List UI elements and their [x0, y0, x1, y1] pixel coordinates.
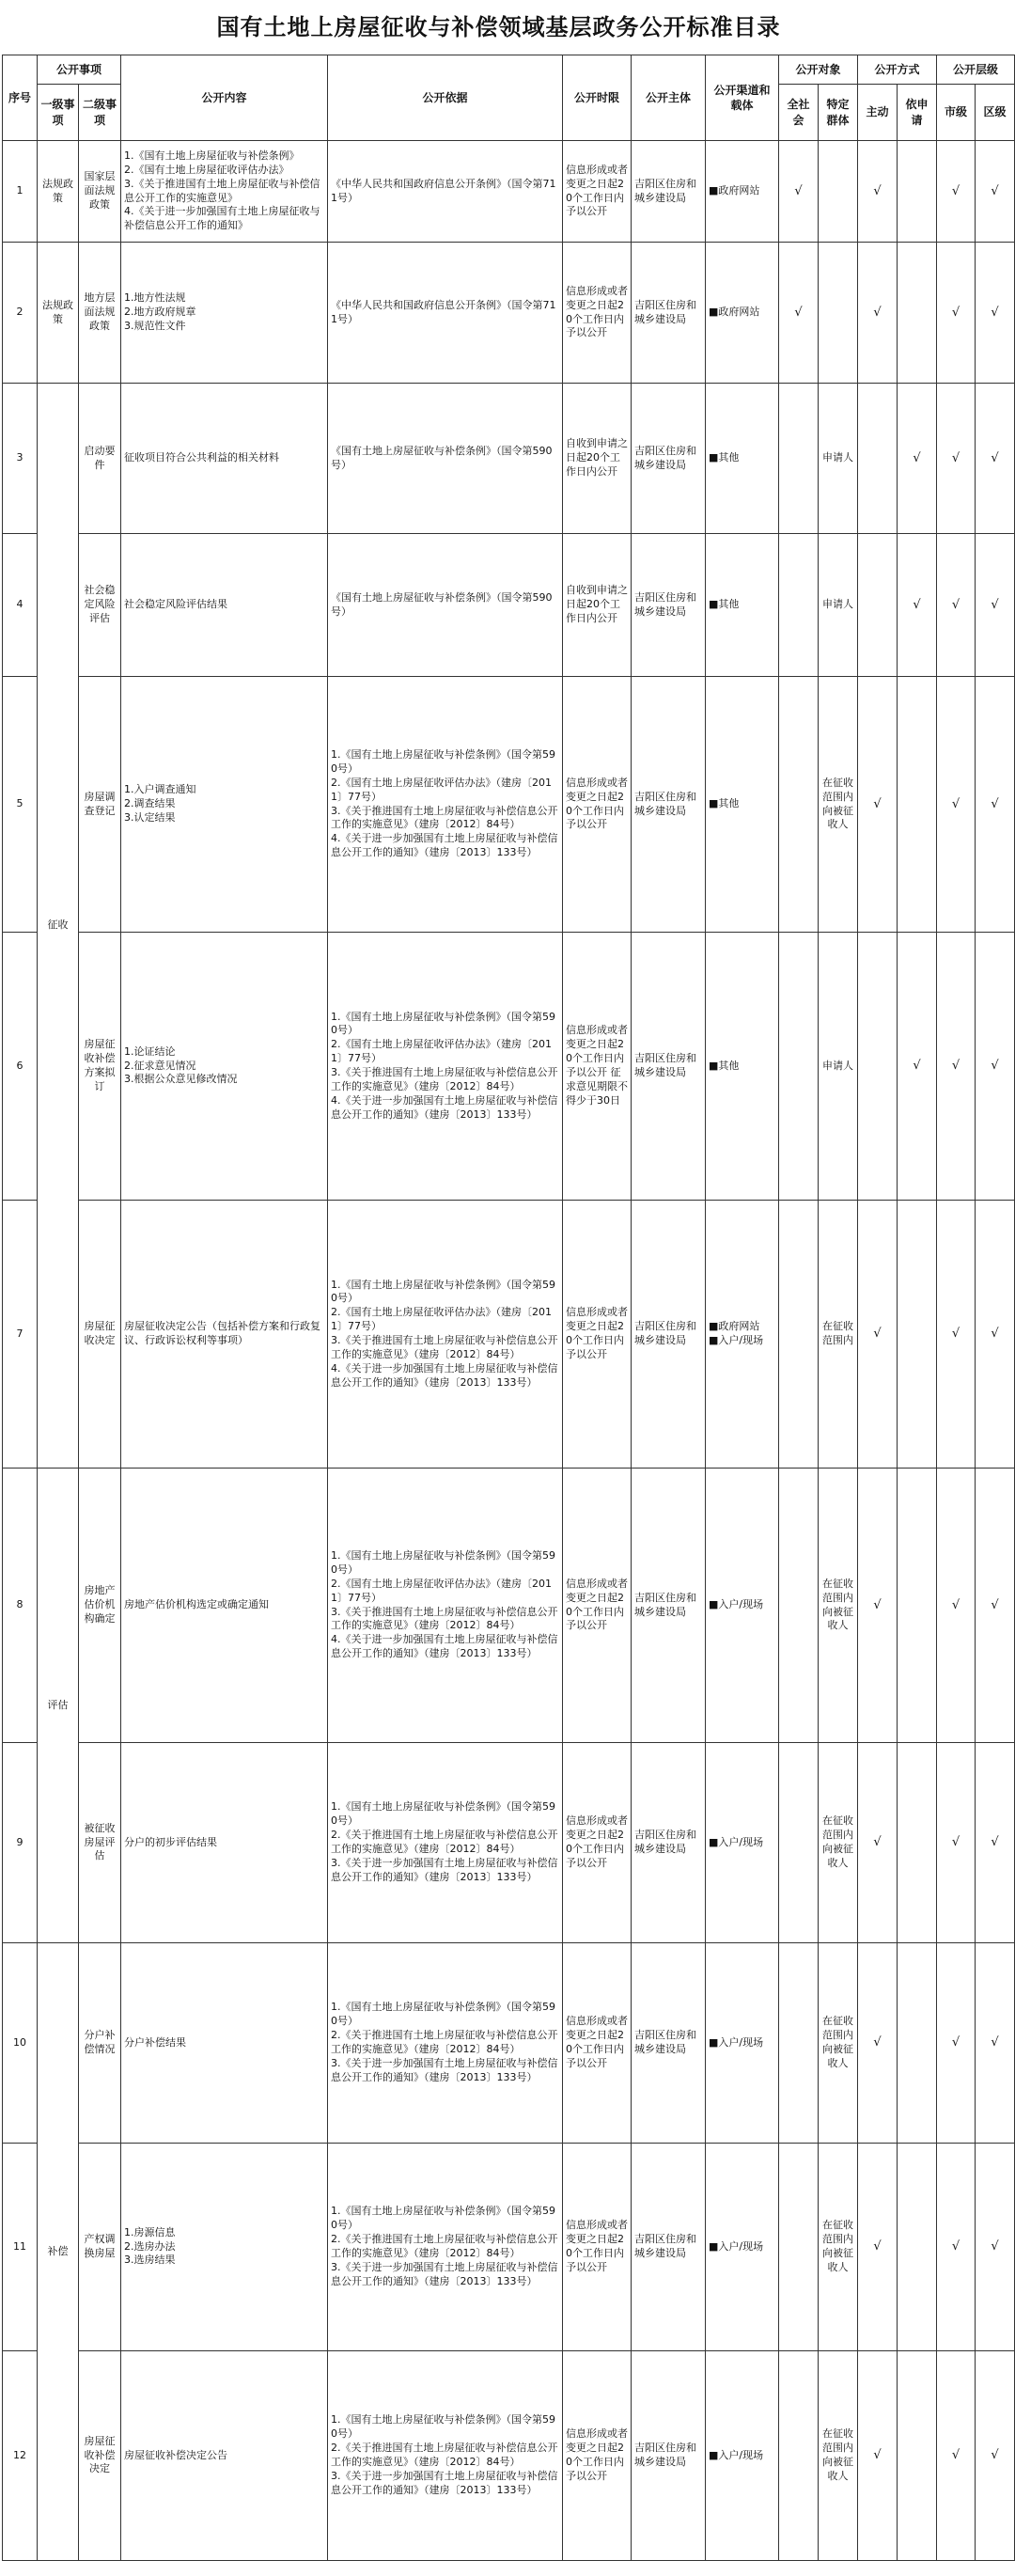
all-society-mark [779, 1943, 819, 2144]
city-mark: √ [937, 243, 976, 384]
time-limit-cell: 信息形成或者变更之日起20个工作日内予以公开 [563, 141, 632, 243]
on-request-mark [898, 1943, 937, 2144]
level2-item: 房屋调查登记 [79, 677, 121, 933]
basis-cell-line: 2.《国有土地上房屋征收评估办法》（建房〔2011〕77号） [331, 1038, 553, 1065]
specific-group-cell: 在征收范围内向被征收人 [819, 2144, 858, 2351]
content-cell-line: 2.选房办法 [124, 2239, 176, 2253]
active-mark [858, 384, 898, 534]
basis-cell [328, 1469, 563, 1743]
header-level1: 一级事项 [38, 85, 79, 141]
time-limit-cell: 信息形成或者变更之日起20个工作日内予以公开 [563, 1201, 632, 1469]
active-mark [858, 534, 898, 677]
basis-cell-line: 4.《关于进一步加强国有土地上房屋征收与补偿信息公开工作的通知》（建房〔2013〕133号） [331, 1093, 558, 1121]
basis-cell-line: 2.《国有土地上房屋征收评估办法》（建房〔2011〕77号） [331, 1577, 553, 1604]
level1-category: 补偿 [38, 1943, 79, 2561]
content-cell-line: 1.《国有土地上房屋征收与补偿条例》 [124, 149, 300, 162]
basis-cell-line: 1.《国有土地上房屋征收与补偿条例》（国令第590号） [331, 748, 556, 775]
subject-cell: 吉阳区住房和城乡建设局 [632, 384, 706, 534]
on-request-mark [898, 1743, 937, 1943]
content-cell-line: 4.《关于进一步加强国有土地上房屋征收与补偿信息公开工作的通知》 [124, 205, 320, 232]
header-specific: 特定群体 [819, 85, 858, 141]
content-cell-line: 3.选房结果 [124, 2254, 176, 2267]
header-seq: 序号 [3, 55, 38, 141]
district-mark: √ [976, 141, 1015, 243]
active-mark: √ [858, 2351, 898, 2561]
header-matter: 公开事项 [38, 55, 121, 85]
subject-cell: 吉阳区住房和城乡建设局 [632, 2144, 706, 2351]
content-cell [121, 1469, 328, 1743]
table-row [3, 2351, 1015, 2561]
subject-cell: 吉阳区住房和城乡建设局 [632, 243, 706, 384]
city-mark: √ [937, 1743, 976, 1943]
level2-item: 产权调换房屋 [79, 2144, 121, 2351]
basis-cell-line: 4.《关于进一步加强国有土地上房屋征收与补偿信息公开工作的通知》（建房〔2013〕133号） [331, 1361, 558, 1389]
content-cell-line: 3.《关于推进国有土地上房屋征收与补偿信息公开工作的实施意见》 [124, 177, 320, 204]
channel-cell [706, 2351, 779, 2561]
city-mark: √ [937, 1469, 976, 1743]
active-mark: √ [858, 1469, 898, 1743]
channel-cell [706, 1469, 779, 1743]
content-cell-line: 分户的初步评估结果 [124, 1835, 218, 1848]
city-mark: √ [937, 677, 976, 933]
basis-cell-line: 3.《关于进一步加强国有土地上房屋征收与补偿信息公开工作的通知》（建房〔2013〕133号） [331, 2260, 558, 2287]
active-mark: √ [858, 1743, 898, 1943]
basis-cell-line: 1.《国有土地上房屋征收与补偿条例》（国令第590号） [331, 1010, 556, 1037]
specific-group-cell: 申请人 [819, 933, 858, 1201]
row-number: 10 [3, 1943, 38, 2144]
catalog-table [2, 55, 1015, 2561]
time-limit-cell: 信息形成或者变更之日起20个工作日内予以公开 [563, 1469, 632, 1743]
basis-cell-line: 3.《关于推进国有土地上房屋征收与补偿信息公开工作的实施意见》（建房〔2012〕84号） [331, 1334, 558, 1360]
channel-cell-line: ■入户/现场 [709, 2239, 764, 2253]
channel-cell-line: ■政府网站 [709, 306, 760, 319]
basis-cell-line: 1.《国有土地上房屋征收与补偿条例》（国令第590号） [331, 2205, 556, 2232]
content-cell-line: 房地产估价机构选定或确定通知 [124, 1598, 270, 1611]
content-cell [121, 243, 328, 384]
basis-cell-line: 《中华人民共和国政府信息公开条例》（国令第711号） [331, 298, 556, 325]
basis-cell-line: 3.《关于推进国有土地上房屋征收与补偿信息公开工作的实施意见》（建房〔2012〕84号） [331, 1605, 558, 1632]
basis-cell [328, 384, 563, 534]
content-cell-line: 1.论证结论 [124, 1045, 176, 1058]
active-mark [858, 933, 898, 1201]
time-limit-cell: 信息形成或者变更之日起20个工作日内予以公开 [563, 243, 632, 384]
content-cell [121, 933, 328, 1201]
specific-group-cell [819, 243, 858, 384]
content-cell-line: 2.调查结果 [124, 797, 176, 810]
header-level: 公开层级 [937, 55, 1015, 85]
channel-cell-line: ■其他 [709, 451, 740, 464]
level1-category: 法规政策 [38, 141, 79, 243]
specific-group-cell: 在征收范围内向被征收人 [819, 1469, 858, 1743]
content-cell-line: 2.征求意见情况 [124, 1059, 196, 1072]
channel-cell [706, 1743, 779, 1943]
on-request-mark [898, 2144, 937, 2351]
city-mark: √ [937, 534, 976, 677]
basis-cell-line: 1.《国有土地上房屋征收与补偿条例》（国令第590号） [331, 2001, 556, 2028]
city-mark: √ [937, 384, 976, 534]
header-content: 公开内容 [121, 55, 328, 141]
channel-cell [706, 2144, 779, 2351]
all-society-mark: √ [779, 243, 819, 384]
content-cell-line: 3.规范性文件 [124, 319, 186, 332]
district-mark: √ [976, 384, 1015, 534]
basis-cell-line: 3.《关于推进国有土地上房屋征收与补偿信息公开工作的实施意见》（建房〔2012〕84号） [331, 804, 558, 831]
content-cell-line: 房屋征收决定公告（包括补偿方案和行政复议、行政诉讼权利等事项） [124, 1320, 321, 1346]
table-row [3, 1743, 1015, 1943]
content-cell [121, 141, 328, 243]
basis-cell [328, 677, 563, 933]
channel-cell [706, 534, 779, 677]
content-cell-line: 1.入户调查通知 [124, 783, 196, 796]
content-cell [121, 2144, 328, 2351]
channel-cell-line: ■入户/现场 [709, 1835, 764, 1848]
on-request-mark [898, 677, 937, 933]
on-request-mark [898, 2351, 937, 2561]
on-request-mark [898, 141, 937, 243]
table-row [3, 534, 1015, 677]
city-mark: √ [937, 2351, 976, 2561]
row-number: 12 [3, 2351, 38, 2561]
channel-cell-line: ■其他 [709, 598, 740, 611]
subject-cell: 吉阳区住房和城乡建设局 [632, 1201, 706, 1469]
row-number: 9 [3, 1743, 38, 1943]
basis-cell-line: 3.《关于进一步加强国有土地上房屋征收与补偿信息公开工作的通知》（建房〔2013〕133号） [331, 1856, 558, 1883]
basis-cell-line: 《国有土地上房屋征收与补偿条例》（国令第590号） [331, 444, 553, 471]
table-row [3, 384, 1015, 534]
channel-cell-line: ■入户/现场 [709, 1334, 764, 1346]
active-mark: √ [858, 2144, 898, 2351]
channel-cell-line: ■政府网站 [709, 184, 760, 197]
table-row [3, 1201, 1015, 1469]
table-row [3, 141, 1015, 243]
specific-group-cell: 在征收范围内 [819, 1201, 858, 1469]
time-limit-cell: 自收到申请之日起20个工作日内公开 [563, 384, 632, 534]
on-request-mark [898, 243, 937, 384]
time-limit-cell: 信息形成或者变更之日起20个工作日内予以公开 征求意见期限不得少于30日 [563, 933, 632, 1201]
district-mark: √ [976, 2144, 1015, 2351]
basis-cell-line: 3.《关于推进国有土地上房屋征收与补偿信息公开工作的实施意见》（建房〔2012〕84号） [331, 1066, 558, 1092]
level2-item: 被征收房屋评估 [79, 1743, 121, 1943]
level2-item: 国家层面法规政策 [79, 141, 121, 243]
all-society-mark [779, 534, 819, 677]
channel-cell [706, 1201, 779, 1469]
header-method: 公开方式 [858, 55, 937, 85]
specific-group-cell: 在征收范围内向被征收人 [819, 1743, 858, 1943]
header-channel: 公开渠道和载体 [706, 55, 779, 141]
channel-cell-line: ■政府网站 [709, 1320, 760, 1333]
content-cell-line: 社会稳定风险评估结果 [124, 598, 228, 611]
header-city: 市级 [937, 85, 976, 141]
basis-cell [328, 243, 563, 384]
level2-item: 房屋征收补偿决定 [79, 2351, 121, 2561]
table-row [3, 1469, 1015, 1743]
subject-cell: 吉阳区住房和城乡建设局 [632, 141, 706, 243]
basis-cell [328, 933, 563, 1201]
subject-cell: 吉阳区住房和城乡建设局 [632, 1743, 706, 1943]
basis-cell-line: 1.《国有土地上房屋征收与补偿条例》（国令第590号） [331, 2413, 556, 2441]
subject-cell: 吉阳区住房和城乡建设局 [632, 534, 706, 677]
basis-cell [328, 141, 563, 243]
table-row [3, 1943, 1015, 2144]
time-limit-cell: 信息形成或者变更之日起20个工作日内予以公开 [563, 2351, 632, 2561]
channel-cell-line: ■入户/现场 [709, 2448, 764, 2461]
header-subject: 公开主体 [632, 55, 706, 141]
row-number: 1 [3, 141, 38, 243]
basis-cell-line: 2.《关于推进国有土地上房屋征收与补偿信息公开工作的实施意见》（建房〔2012〕84号） [331, 1829, 558, 1855]
specific-group-cell: 申请人 [819, 384, 858, 534]
channel-cell-line: ■入户/现场 [709, 2035, 764, 2049]
on-request-mark: √ [898, 534, 937, 677]
specific-group-cell: 申请人 [819, 534, 858, 677]
on-request-mark [898, 1469, 937, 1743]
table-row [3, 677, 1015, 933]
all-society-mark [779, 677, 819, 933]
level2-item: 房屋征收补偿方案拟订 [79, 933, 121, 1201]
city-mark: √ [937, 2144, 976, 2351]
channel-cell [706, 384, 779, 534]
basis-cell-line: 2.《关于推进国有土地上房屋征收与补偿信息公开工作的实施意见》（建房〔2012〕84号） [331, 2029, 558, 2055]
district-mark: √ [976, 1469, 1015, 1743]
header-active: 主动 [858, 85, 898, 141]
subject-cell: 吉阳区住房和城乡建设局 [632, 933, 706, 1201]
basis-cell-line: 1.《国有土地上房屋征收与补偿条例》（国令第590号） [331, 1549, 556, 1576]
district-mark: √ [976, 243, 1015, 384]
basis-cell-line: 2.《关于推进国有土地上房屋征收与补偿信息公开工作的实施意见》（建房〔2012〕84号） [331, 2442, 558, 2468]
time-limit-cell: 信息形成或者变更之日起20个工作日内予以公开 [563, 1943, 632, 2144]
table-row [3, 243, 1015, 384]
channel-cell [706, 141, 779, 243]
specific-group-cell [819, 141, 858, 243]
all-society-mark [779, 2351, 819, 2561]
content-cell-line: 1.房源信息 [124, 2225, 176, 2238]
all-society-mark: √ [779, 141, 819, 243]
row-number: 2 [3, 243, 38, 384]
time-limit-cell: 信息形成或者变更之日起20个工作日内予以公开 [563, 677, 632, 933]
all-society-mark [779, 933, 819, 1201]
basis-cell-line: 1.《国有土地上房屋征收与补偿条例》（国令第590号） [331, 1278, 556, 1305]
basis-cell-line: 2.《国有土地上房屋征收评估办法》（建房〔2011〕77号） [331, 776, 553, 803]
on-request-mark: √ [898, 933, 937, 1201]
content-cell [121, 534, 328, 677]
basis-cell [328, 2144, 563, 2351]
level2-item: 房屋征收决定 [79, 1201, 121, 1469]
row-number: 8 [3, 1469, 38, 1743]
basis-cell-line: 2.《国有土地上房屋征收评估办法》（建房〔2011〕77号） [331, 1306, 553, 1333]
content-cell [121, 2351, 328, 2561]
header-all-society: 全社会 [779, 85, 819, 141]
city-mark: √ [937, 141, 976, 243]
basis-cell-line: 4.《关于进一步加强国有土地上房屋征收与补偿信息公开工作的通知》（建房〔2013〕133号） [331, 1633, 558, 1660]
district-mark: √ [976, 534, 1015, 677]
table-body [3, 141, 1015, 2561]
header-on-request: 依申请 [898, 85, 937, 141]
subject-cell: 吉阳区住房和城乡建设局 [632, 677, 706, 933]
time-limit-cell: 信息形成或者变更之日起20个工作日内予以公开 [563, 2144, 632, 2351]
channel-cell-line: ■其他 [709, 797, 740, 810]
subject-cell: 吉阳区住房和城乡建设局 [632, 1943, 706, 2144]
basis-cell [328, 2351, 563, 2561]
district-mark: √ [976, 1943, 1015, 2144]
all-society-mark [779, 1469, 819, 1743]
district-mark: √ [976, 2351, 1015, 2561]
level2-item: 地方层面法规政策 [79, 243, 121, 384]
all-society-mark [779, 384, 819, 534]
content-cell-line: 2.《国有土地上房屋征收评估办法》 [124, 163, 289, 176]
channel-cell [706, 933, 779, 1201]
page-title: 国有土地上房屋征收与补偿领域基层政务公开标准目录 [216, 14, 781, 40]
specific-group-cell: 在征收范围内向被征收人 [819, 2351, 858, 2561]
content-cell-line: 征收项目符合公共利益的相关材料 [124, 451, 280, 464]
channel-cell-line: ■入户/现场 [709, 1598, 764, 1611]
basis-cell [328, 1201, 563, 1469]
level2-item: 分户补偿情况 [79, 1943, 121, 2144]
content-cell-line: 2.地方政府规章 [124, 306, 196, 319]
row-number: 3 [3, 384, 38, 534]
city-mark: √ [937, 1201, 976, 1469]
active-mark: √ [858, 677, 898, 933]
channel-cell-line: ■其他 [709, 1059, 740, 1072]
basis-cell [328, 1743, 563, 1943]
basis-cell-line: 《国有土地上房屋征收与补偿条例》（国令第590号） [331, 590, 553, 618]
channel-cell [706, 677, 779, 933]
row-number: 7 [3, 1201, 38, 1469]
level1-category: 征收 [38, 384, 79, 1469]
basis-cell [328, 1943, 563, 2144]
time-limit-cell: 信息形成或者变更之日起20个工作日内予以公开 [563, 1743, 632, 1943]
basis-cell-line: 1.《国有土地上房屋征收与补偿条例》（国令第590号） [331, 1800, 556, 1828]
city-mark: √ [937, 933, 976, 1201]
active-mark: √ [858, 1201, 898, 1469]
all-society-mark [779, 1743, 819, 1943]
basis-cell-line: 2.《关于推进国有土地上房屋征收与补偿信息公开工作的实施意见》（建房〔2012〕84号） [331, 2233, 558, 2259]
row-number: 11 [3, 2144, 38, 2351]
content-cell [121, 1743, 328, 1943]
content-cell [121, 677, 328, 933]
content-cell [121, 384, 328, 534]
content-cell-line: 1.地方性法规 [124, 291, 186, 305]
content-cell [121, 1201, 328, 1469]
all-society-mark [779, 1201, 819, 1469]
subject-cell: 吉阳区住房和城乡建设局 [632, 1469, 706, 1743]
level2-item: 社会稳定风险评估 [79, 534, 121, 677]
active-mark: √ [858, 1943, 898, 2144]
city-mark: √ [937, 1943, 976, 2144]
basis-cell-line: 《中华人民共和国政府信息公开条例》（国令第711号） [331, 177, 556, 204]
header-basis: 公开依据 [328, 55, 563, 141]
all-society-mark [779, 2144, 819, 2351]
basis-cell-line: 4.《关于进一步加强国有土地上房屋征收与补偿信息公开工作的通知》（建房〔2013〕133号） [331, 832, 558, 859]
content-cell-line: 3.认定结果 [124, 810, 176, 824]
district-mark: √ [976, 1743, 1015, 1943]
content-cell-line: 3.根据公众意见修改情况 [124, 1073, 238, 1086]
header-object: 公开对象 [779, 55, 858, 85]
time-limit-cell: 自收到申请之日起20个工作日内公开 [563, 534, 632, 677]
on-request-mark: √ [898, 384, 937, 534]
level2-item: 启动要件 [79, 384, 121, 534]
district-mark: √ [976, 933, 1015, 1201]
active-mark: √ [858, 141, 898, 243]
specific-group-cell: 在征收范围内向被征收人 [819, 677, 858, 933]
table-row [3, 2144, 1015, 2351]
content-cell-line: 房屋征收补偿决定公告 [124, 2448, 228, 2461]
specific-group-cell: 在征收范围内向被征收人 [819, 1943, 858, 2144]
content-cell-line: 分户补偿结果 [124, 2035, 187, 2049]
basis-cell-line: 3.《关于进一步加强国有土地上房屋征收与补偿信息公开工作的通知》（建房〔2013〕133号） [331, 2056, 558, 2083]
header-level2: 二级事项 [79, 85, 121, 141]
row-number: 6 [3, 933, 38, 1201]
channel-cell [706, 243, 779, 384]
district-mark: √ [976, 677, 1015, 933]
content-cell [121, 1943, 328, 2144]
row-number: 4 [3, 534, 38, 677]
table-row [3, 933, 1015, 1201]
level1-category: 评估 [38, 1469, 79, 1943]
active-mark: √ [858, 243, 898, 384]
basis-cell-line: 3.《关于进一步加强国有土地上房屋征收与补偿信息公开工作的通知》（建房〔2013〕133号） [331, 2469, 558, 2496]
header-district: 区级 [976, 85, 1015, 141]
level1-category: 法规政策 [38, 243, 79, 384]
subject-cell: 吉阳区住房和城乡建设局 [632, 2351, 706, 2561]
district-mark: √ [976, 1201, 1015, 1469]
basis-cell [328, 534, 563, 677]
row-number: 5 [3, 677, 38, 933]
on-request-mark [898, 1201, 937, 1469]
level2-item: 房地产估价机构确定 [79, 1469, 121, 1743]
channel-cell [706, 1943, 779, 2144]
header-time: 公开时限 [563, 55, 632, 141]
